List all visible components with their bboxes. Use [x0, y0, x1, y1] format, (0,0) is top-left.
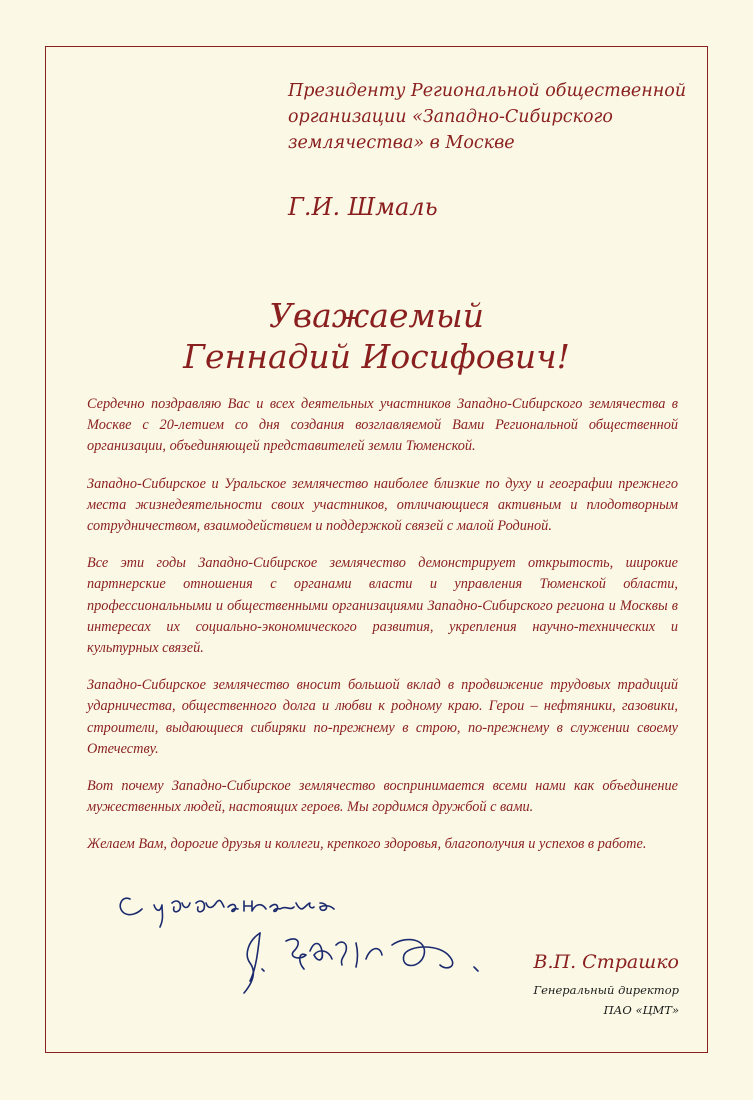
signature-note-stroke: [270, 904, 294, 911]
body-paragraph: Сердечно поздравляю Вас и всех деятельных участников Западно-Сибирского землячества в Москве с 20-летием со дня создания возглавляемой Вами Региональной общественной организации, объединяющей представителей земли Тюменской.: [87, 396, 678, 455]
signatory-position: Генеральный директор: [533, 983, 679, 997]
signature-stroke: [286, 939, 306, 969]
signature-note-stroke: [296, 903, 314, 909]
body-paragraph: Все эти годы Западно-Сибирское землячество демонстрирует открытость, широкие партнерские отношения с органами власти и управления Тюменской области, профессиональными и общественными организациями Западно-Сибирского региона и Москвы в интересах их социально-экономического развития, укрепления научно-технических и культурных связей.: [87, 555, 678, 657]
body-paragraph: Вот почему Западно-Сибирское землячество воспринимается всеми нами как объединение мужественных людей, настоящих героев. Мы гордимся дружбой с вами.: [87, 778, 678, 816]
signature-note-stroke: [154, 905, 163, 927]
body-paragraph: Западно-Сибирское и Уральское землячество наиболее близкие по духу и географии прежнего места жизнедеятельности своих участников, отличающиеся активным и плодотворным сотрудничеством, взаимодействием и поддержкой связей с малой Родиной.: [87, 475, 678, 535]
signature-note-stroke: [196, 900, 224, 911]
signature-stroke: [310, 944, 332, 960]
salutation-line-2: Геннадий Иосифович!: [183, 337, 570, 376]
recipient-line: землячества» в Москве: [288, 133, 515, 153]
signature-note-stroke: [172, 901, 190, 912]
signature-stroke: [366, 949, 382, 959]
signature-note-stroke: [320, 903, 334, 910]
handwritten-signature: [110, 885, 530, 1005]
recipient-line: организации «Западно-Сибирского: [288, 107, 613, 127]
signature-note-stroke: [244, 901, 266, 911]
signature-stroke: [474, 967, 478, 971]
body-paragraph: Желаем Вам, дорогие друзья и коллеги, крепкого здоровья, благополучия и успехов в работе.: [87, 836, 647, 853]
letter-body: [87, 394, 678, 872]
signatory-name: В.П. Страшко: [533, 951, 679, 973]
salutation-line-1: Уважаемый: [269, 296, 484, 335]
signature-stroke: [336, 942, 346, 965]
signature-stroke: [262, 969, 264, 971]
signature-note-stroke: [120, 898, 142, 914]
signature-stroke: [356, 943, 358, 967]
signature-stroke: [244, 933, 260, 993]
recipient-name: Г.И. Шмаль: [288, 193, 438, 221]
signature-note-stroke: [228, 904, 238, 911]
signatory-company: ПАО «ЦМТ»: [603, 1003, 679, 1017]
recipient-address: [288, 78, 688, 156]
signature-stroke: [392, 940, 453, 968]
body-paragraph: Западно-Сибирское землячество вносит большой вклад в продвижение трудовых традиций ударничества, общественного долга и любви к родному краю. Герои – нефтяники, газовики, строители, выдающиеся сибиряки по-прежнему в строю, по-прежнему в служении своему Отечеству.: [87, 677, 678, 757]
recipient-line: Президенту Региональной общественной: [288, 81, 687, 101]
